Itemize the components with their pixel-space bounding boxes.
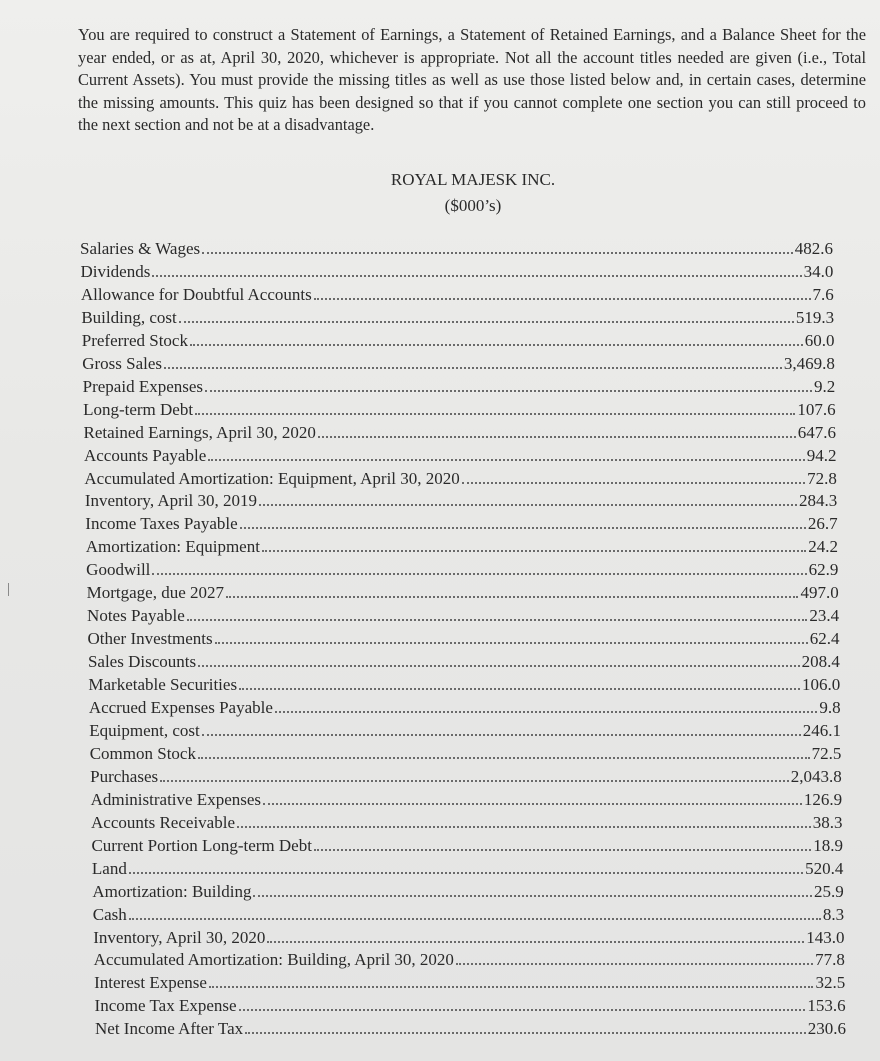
account-amount: 23.4 <box>809 606 840 626</box>
account-label: Long-term Debt <box>83 399 194 419</box>
leader-dots <box>205 377 812 392</box>
leader-dots <box>253 882 811 897</box>
account-label: Accumulated Amortization: Equipment, April 30, 2020 <box>84 468 460 488</box>
leader-dots <box>129 905 821 920</box>
account-row <box>89 698 841 721</box>
account-amount: 62.4 <box>809 629 840 649</box>
account-amount: 62.9 <box>808 560 839 580</box>
account-label: Mortgage, due 2027 <box>86 583 224 603</box>
account-amount: 25.9 <box>813 881 844 901</box>
leader-dots <box>462 469 805 484</box>
account-row <box>88 629 840 652</box>
account-row <box>82 354 835 377</box>
account-row <box>95 1019 846 1042</box>
account-amount: 8.3 <box>822 904 845 924</box>
leader-dots <box>314 285 811 300</box>
account-row <box>82 331 835 354</box>
account-row <box>86 537 838 560</box>
leader-dots <box>262 537 806 552</box>
account-amount: 94.2 <box>806 445 837 465</box>
leader-dots <box>202 239 793 254</box>
account-amount: 9.8 <box>819 698 841 717</box>
account-amount: 9.2 <box>814 376 836 396</box>
leader-dots <box>179 308 794 323</box>
account-amount: 77.8 <box>815 950 845 970</box>
leader-dots <box>245 1019 806 1034</box>
account-label: Preferred Stock <box>81 330 188 350</box>
account-row <box>89 721 841 744</box>
leader-dots <box>237 813 811 828</box>
account-row <box>91 836 842 859</box>
account-amount: 38.3 <box>812 812 843 832</box>
account-row <box>91 790 843 813</box>
account-label: Goodwill <box>86 560 151 580</box>
account-label: Inventory, April 30, 2019 <box>84 491 258 511</box>
leader-dots <box>195 400 795 415</box>
account-row <box>90 744 842 767</box>
account-label: Land <box>91 858 127 878</box>
account-row <box>95 996 846 1019</box>
account-row <box>84 423 837 446</box>
account-amount: 647.6 <box>797 422 837 442</box>
leader-dots <box>263 790 802 805</box>
account-label: Income Taxes Payable <box>85 514 238 534</box>
account-row <box>85 514 837 537</box>
account-label: Purchases <box>90 766 159 786</box>
account-label: Amortization: Building <box>92 881 252 901</box>
account-label: Interest Expense <box>94 973 207 993</box>
leader-dots <box>198 652 800 667</box>
account-amount: 72.5 <box>811 743 842 763</box>
account-row <box>92 882 843 905</box>
account-label: Accounts Payable <box>83 445 207 465</box>
leader-dots <box>267 928 804 943</box>
account-label: Net Income After Tax <box>95 1019 244 1039</box>
account-amount: 7.6 <box>812 284 834 304</box>
account-row <box>90 767 842 790</box>
leader-dots <box>239 675 800 690</box>
account-label: Gross Sales <box>82 353 163 373</box>
margin-mark <box>8 583 9 596</box>
account-amount: 482.6 <box>794 239 833 258</box>
account-amount: 153.6 <box>807 996 846 1016</box>
account-row <box>83 377 836 400</box>
account-row <box>94 950 845 973</box>
leader-dots <box>129 859 803 874</box>
account-amount: 519.3 <box>795 307 835 327</box>
account-row <box>84 446 836 469</box>
leader-dots <box>314 836 811 851</box>
account-row <box>94 973 845 996</box>
account-label: Retained Earnings, April 30, 2020 <box>83 422 316 442</box>
account-label: Dividends <box>80 261 151 281</box>
account-row <box>93 928 844 951</box>
leader-dots <box>226 583 798 598</box>
account-amount: 107.6 <box>797 399 836 419</box>
leader-dots <box>190 331 803 346</box>
company-name: ROYAL MAJESK INC. <box>390 170 556 189</box>
account-amount: 230.6 <box>807 1019 846 1039</box>
account-label: Prepaid Expenses <box>82 376 204 396</box>
account-label: Accumulated Amortization: Building, April 30, 2020 <box>93 950 454 970</box>
account-label: Amortization: Equipment <box>85 537 260 557</box>
leader-dots <box>152 560 806 575</box>
account-label: Marketable Securities <box>88 675 238 695</box>
leader-dots <box>208 446 804 461</box>
account-amount: 3,469.8 <box>783 353 835 373</box>
leader-dots <box>202 721 801 736</box>
instructions-paragraph: You are required to construct a Statement of Earnings, a Statement of Retained Earnings, and a Balance Sheet for the year ended, or as at, April 30, 2020, whichever is appropriate. Not all the account titles needed are given (i.e., Total Current Assets). You must provide the missing titles as well as use those listed below and, in certain cases, determine the missing amounts. This quiz has been designed so that if you cannot complete one section you can still proceed to the next section and not be at a disadvantage. <box>78 25 866 135</box>
units-caption: ($000’s) <box>444 196 502 215</box>
leader-dots <box>318 423 796 438</box>
account-row <box>85 491 837 514</box>
account-label: Cash <box>92 904 127 924</box>
account-row <box>84 469 836 492</box>
account-amount: 2,043.8 <box>790 766 842 786</box>
account-row <box>92 859 843 882</box>
account-label: Accounts Receivable <box>91 812 235 832</box>
account-label: Income Tax Expense <box>94 996 237 1016</box>
account-amount: 143.0 <box>806 927 845 947</box>
account-amount: 24.2 <box>808 537 838 557</box>
account-amount: 26.7 <box>807 514 838 534</box>
leader-dots <box>239 996 806 1011</box>
account-amount: 72.8 <box>807 468 837 488</box>
leader-dots <box>240 514 806 529</box>
leader-dots <box>456 950 813 965</box>
account-label: Common Stock <box>89 743 196 763</box>
account-row <box>86 560 838 583</box>
account-amount: 126.9 <box>803 789 843 809</box>
account-row <box>87 606 839 629</box>
account-label: Notes Payable <box>87 606 185 626</box>
account-row <box>80 262 833 285</box>
account-label: Salaries & Wages <box>80 239 201 258</box>
account-amount: 106.0 <box>802 675 841 695</box>
leader-dots <box>215 629 808 644</box>
account-row <box>93 905 844 928</box>
account-amount: 246.1 <box>802 720 841 740</box>
leader-dots <box>209 973 814 988</box>
account-amount: 34.0 <box>803 261 834 281</box>
account-amount: 18.9 <box>813 835 843 855</box>
account-amount: 497.0 <box>800 583 839 603</box>
account-label: Administrative Expenses <box>90 789 262 809</box>
leader-dots <box>259 491 797 506</box>
account-label: Equipment, cost <box>89 720 200 740</box>
account-label: Building, cost <box>81 307 177 327</box>
account-row <box>81 285 834 308</box>
account-amount: 32.5 <box>815 973 846 993</box>
account-label: Sales Discounts <box>87 652 197 672</box>
account-label: Allowance for Doubtful Accounts <box>80 284 312 304</box>
account-row <box>88 675 840 698</box>
account-label: Current Portion Long-term Debt <box>91 835 312 855</box>
account-row <box>80 239 833 262</box>
account-amount: 60.0 <box>804 330 835 350</box>
leader-dots <box>198 744 810 759</box>
account-amount: 208.4 <box>801 652 840 672</box>
account-label: Other Investments <box>87 629 213 649</box>
account-row <box>81 308 834 331</box>
account-row <box>88 652 840 675</box>
account-label: Inventory, April 30, 2020 <box>93 927 266 947</box>
account-amount: 520.4 <box>805 858 844 878</box>
leader-dots <box>160 767 789 782</box>
account-label: Accrued Expenses Payable <box>88 698 273 717</box>
leader-dots <box>187 606 808 621</box>
leader-dots <box>164 354 782 369</box>
account-row <box>87 583 839 606</box>
account-amount: 284.3 <box>798 491 838 511</box>
leader-dots <box>275 698 817 713</box>
account-row <box>91 813 843 836</box>
account-row <box>83 400 836 423</box>
leader-dots <box>152 262 801 277</box>
